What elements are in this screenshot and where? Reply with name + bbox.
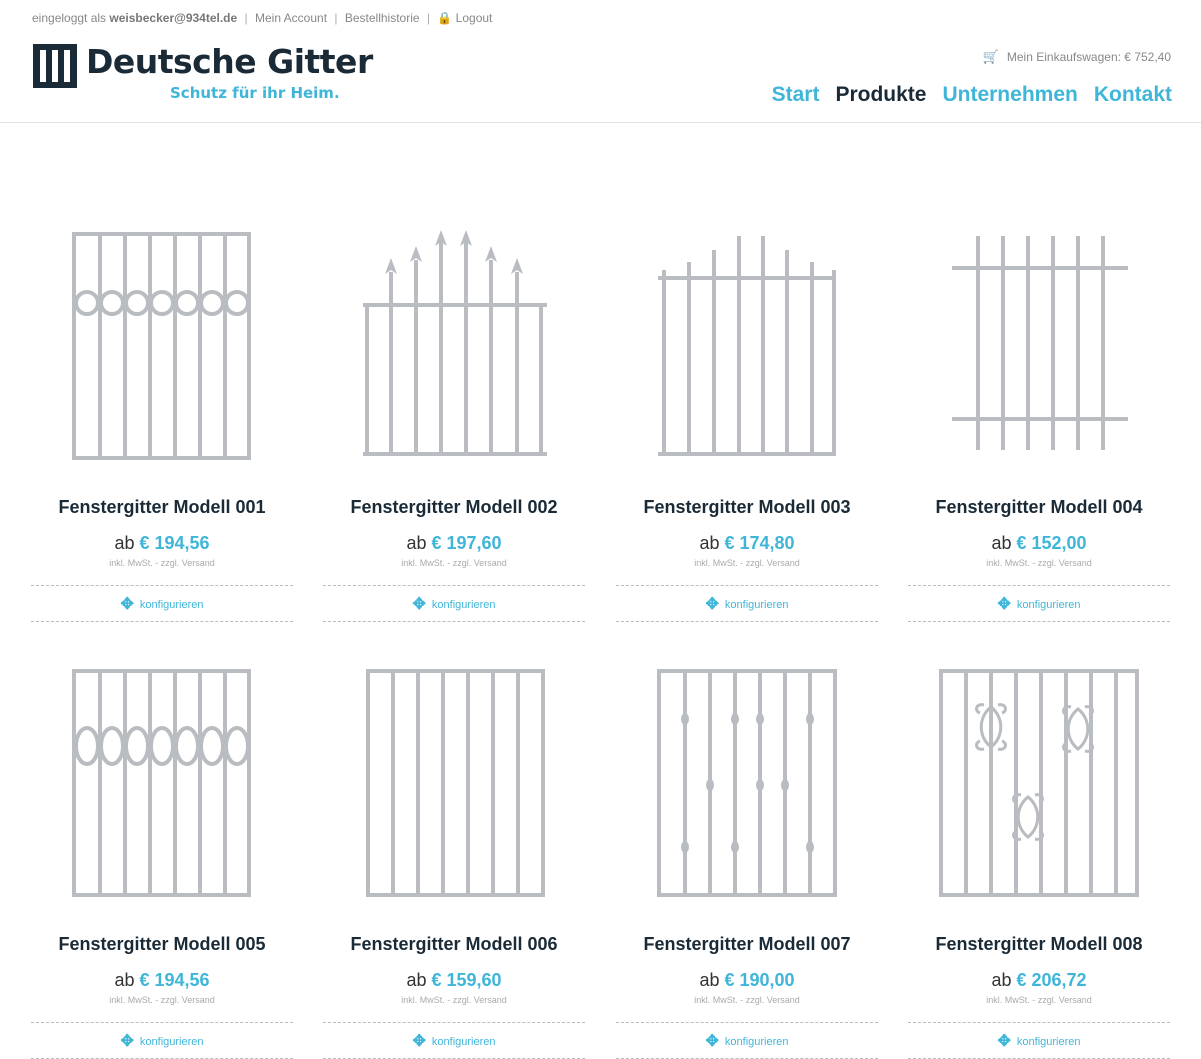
configure-button[interactable] xyxy=(31,1034,293,1050)
product-price xyxy=(31,970,293,991)
vat-note: inkl. MwSt. - zzgl. Versand xyxy=(694,995,800,1005)
vat-note: inkl. MwSt. - zzgl. Versand xyxy=(694,558,800,568)
card-divider xyxy=(616,1022,878,1023)
configure-button[interactable] xyxy=(616,1034,878,1050)
product-price xyxy=(323,970,585,991)
card-divider xyxy=(908,621,1170,622)
product-price xyxy=(323,533,585,554)
product-price xyxy=(908,970,1170,991)
product-title[interactable]: Fenstergitter Modell 002 xyxy=(350,497,558,517)
logout-link[interactable] xyxy=(437,11,492,25)
grille-ornaments-image xyxy=(908,647,1170,907)
product-image[interactable] xyxy=(616,647,878,907)
product-price xyxy=(616,533,878,554)
card-divider xyxy=(616,621,878,622)
grille-ovals-image xyxy=(31,647,293,907)
logo[interactable] xyxy=(33,42,373,104)
product-title[interactable]: Fenstergitter Modell 006 xyxy=(350,934,558,954)
card-divider xyxy=(31,1022,293,1023)
price-prefix: ab xyxy=(699,533,720,553)
configure-label: konfigurieren xyxy=(431,1036,496,1048)
price-amount: € 197,60 xyxy=(431,533,502,553)
price-amount: € 159,60 xyxy=(431,970,502,990)
move-arrows-icon: ✥ xyxy=(705,596,719,613)
product-image[interactable] xyxy=(323,647,585,907)
move-arrows-icon: ✥ xyxy=(412,596,426,613)
price-prefix: ab xyxy=(406,533,427,553)
price-prefix: ab xyxy=(406,970,427,990)
grille-cross-bars-image xyxy=(908,210,1170,470)
configure-label: konfigurieren xyxy=(139,1036,204,1048)
product-image[interactable] xyxy=(908,210,1170,470)
configure-button[interactable] xyxy=(323,1034,585,1050)
vat-note: inkl. MwSt. - zzgl. Versand xyxy=(109,995,215,1005)
cart-label: Mein Einkaufswagen: € 752,40 xyxy=(1006,50,1171,64)
product-image[interactable] xyxy=(323,210,585,470)
move-arrows-icon: ✥ xyxy=(412,1033,426,1050)
configure-label: konfigurieren xyxy=(724,599,789,611)
price-amount: € 194,56 xyxy=(139,970,210,990)
product-price xyxy=(908,533,1170,554)
card-divider xyxy=(323,621,585,622)
card-divider xyxy=(908,1022,1170,1023)
card-divider xyxy=(908,585,1170,586)
card-divider xyxy=(323,585,585,586)
nav-unternehmen[interactable]: Unternehmen xyxy=(942,83,1078,106)
grille-rings-image xyxy=(31,210,293,470)
vat-note: inkl. MwSt. - zzgl. Versand xyxy=(401,558,507,568)
vat-note: inkl. MwSt. - zzgl. Versand xyxy=(401,995,507,1005)
price-prefix: ab xyxy=(114,533,135,553)
logged-in-label: eingeloggt als xyxy=(32,11,107,25)
configure-label: konfigurieren xyxy=(139,599,204,611)
configure-button[interactable] xyxy=(323,597,585,613)
price-prefix: ab xyxy=(991,970,1012,990)
account-link[interactable]: Mein Account xyxy=(255,11,328,25)
grille-arch-bars-image xyxy=(616,210,878,470)
grille-plain-image xyxy=(323,647,585,907)
price-amount: € 206,72 xyxy=(1016,970,1087,990)
card-divider xyxy=(323,1022,585,1023)
order-history-link[interactable]: Bestellhistorie xyxy=(344,11,420,25)
product-title[interactable]: Fenstergitter Modell 005 xyxy=(58,934,266,954)
configure-button[interactable] xyxy=(908,1034,1170,1050)
vat-note: inkl. MwSt. - zzgl. Versand xyxy=(986,995,1092,1005)
brand-tagline: Schutz für ihr Heim. xyxy=(170,84,340,102)
price-prefix: ab xyxy=(699,970,720,990)
product-title[interactable]: Fenstergitter Modell 003 xyxy=(643,497,851,517)
main-nav xyxy=(772,83,1172,107)
logo-icon xyxy=(33,44,77,88)
configure-button[interactable] xyxy=(616,597,878,613)
configure-label: konfigurieren xyxy=(1016,1036,1081,1048)
grille-spear-arch-image xyxy=(323,210,585,470)
move-arrows-icon: ✥ xyxy=(705,1033,719,1050)
product-image[interactable] xyxy=(31,647,293,907)
header-divider xyxy=(0,122,1201,123)
configure-label: konfigurieren xyxy=(724,1036,789,1048)
cart-link[interactable] xyxy=(983,49,1171,65)
product-title[interactable]: Fenstergitter Modell 004 xyxy=(935,497,1143,517)
price-amount: € 152,00 xyxy=(1016,533,1087,553)
nav-kontakt[interactable]: Kontakt xyxy=(1093,83,1172,106)
move-arrows-icon: ✥ xyxy=(997,596,1011,613)
vat-note: inkl. MwSt. - zzgl. Versand xyxy=(109,558,215,568)
product-image[interactable] xyxy=(31,210,293,470)
card-divider xyxy=(31,585,293,586)
product-title[interactable]: Fenstergitter Modell 001 xyxy=(58,497,266,517)
configure-button[interactable] xyxy=(31,597,293,613)
product-price xyxy=(31,533,293,554)
user-email: weisbecker@934tel.de xyxy=(109,11,238,25)
card-divider xyxy=(31,621,293,622)
cart-icon: 🛒 xyxy=(982,49,999,64)
move-arrows-icon: ✥ xyxy=(997,1033,1011,1050)
price-amount: € 194,56 xyxy=(139,533,210,553)
nav-start[interactable]: Start xyxy=(771,83,820,106)
card-divider xyxy=(616,585,878,586)
configure-label: konfigurieren xyxy=(431,599,496,611)
brand-name: Deutsche Gitter xyxy=(86,42,373,81)
product-title[interactable]: Fenstergitter Modell 007 xyxy=(643,934,851,954)
logout-label: Logout xyxy=(455,11,493,25)
price-prefix: ab xyxy=(114,970,135,990)
configure-label: konfigurieren xyxy=(1016,599,1081,611)
vat-note: inkl. MwSt. - zzgl. Versand xyxy=(986,558,1092,568)
user-bar: eingeloggt als weisbecker@934tel.de | Mein Account | Bestellhistorie | 🔒 Logout xyxy=(32,11,493,25)
product-image[interactable] xyxy=(616,210,878,470)
product-title[interactable]: Fenstergitter Modell 008 xyxy=(935,934,1143,954)
configure-button[interactable] xyxy=(908,597,1170,613)
price-prefix: ab xyxy=(991,533,1012,553)
move-arrows-icon: ✥ xyxy=(120,596,134,613)
move-arrows-icon: ✥ xyxy=(120,1033,134,1050)
price-amount: € 174,80 xyxy=(724,533,795,553)
lock-icon: 🔒 xyxy=(437,11,453,25)
nav-produkte[interactable]: Produkte xyxy=(835,83,927,106)
grille-knots-image xyxy=(616,647,878,907)
product-image[interactable] xyxy=(908,647,1170,907)
price-amount: € 190,00 xyxy=(724,970,795,990)
product-price xyxy=(616,970,878,991)
